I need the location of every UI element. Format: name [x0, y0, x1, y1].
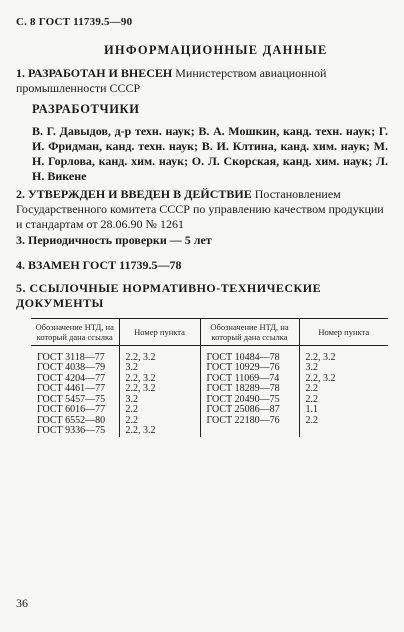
section-1-text: Министерством авиационной промышленности СССР	[16, 66, 327, 95]
table-row: ГОСТ 5457—75 3.2 ГОСТ 20490—75 2.2	[31, 395, 388, 406]
section-1	[16, 66, 388, 96]
table-row: ГОСТ 6016—77 2.2 ГОСТ 25086—87 1.1	[31, 405, 388, 416]
section-4: 4. ВЗАМЕН ГОСТ 11739.5—78	[16, 258, 182, 272]
developers-list: В. Г. Давыдов, д-р техн. наук; В. А. Мошкин, канд. техн. наук; Г. И. Фридман, канд. техн. наук; В. И. Клтина, канд. хим. наук; М. Н. Горлова, канд. хим. наук; О. Л. Скорская, канд. хим. наук; Л. Н. Викене	[32, 124, 388, 183]
section-2-text: Постановлением Государственного комитета СССР по управлению качеством продукции и стандартам от 28.06.90 № 1261	[16, 187, 384, 231]
section-5: 5. ССЫЛОЧНЫЕ НОРМАТИВНО-ТЕХНИЧЕСКИЕ ДОКУМЕНТЫ	[16, 281, 322, 310]
table-row: ГОСТ 4204—77 2.2, 3.2 ГОСТ 11069—74 2.2, 3.2	[31, 374, 388, 385]
table-row: ГОСТ 6552—80 2.2 ГОСТ 22180—76 2.2	[31, 416, 388, 427]
developers-heading: РАЗРАБОТЧИКИ	[32, 102, 140, 116]
page-number: 36	[16, 596, 28, 610]
section-1-number: 1.	[16, 66, 25, 80]
table-row: ГОСТ 4461—77 2.2, 3.2 ГОСТ 18289—78 2.2	[31, 384, 388, 395]
section-2	[16, 187, 388, 232]
section-1-heading: РАЗРАБОТАН И ВНЕСЕН	[28, 66, 173, 80]
col-header-point-left: Номер пункта	[119, 319, 200, 346]
table-header-row	[31, 319, 388, 346]
section-3: 3. Периодичность проверки — 5 лет	[16, 233, 212, 247]
table-row: ГОСТ 4038—79 3.2 ГОСТ 10929—76 3.2	[31, 363, 388, 374]
section-2-heading: УТВЕРЖДЕН И ВВЕДЕН В ДЕЙСТВИЕ	[28, 187, 252, 201]
document-title: ИНФОРМАЦИОННЫЕ ДАННЫЕ	[104, 43, 328, 57]
page-header: С. 8 ГОСТ 11739.5—90	[16, 16, 133, 28]
col-header-ntd-right: Обозначение НТД, на который дана ссылка	[200, 319, 299, 346]
table-row: ГОСТ 3118—77 2.2, 3.2 ГОСТ 10484—78 2.2, 3.2	[31, 353, 388, 364]
col-header-ntd-left: Обозначение НТД, на который дана ссылка	[31, 319, 119, 346]
table-row: ГОСТ 9336—75 2.2, 3.2	[31, 426, 388, 437]
col-header-point-right: Номер пункта	[299, 319, 388, 346]
section-2-number: 2.	[16, 187, 25, 201]
references-table	[31, 318, 388, 437]
